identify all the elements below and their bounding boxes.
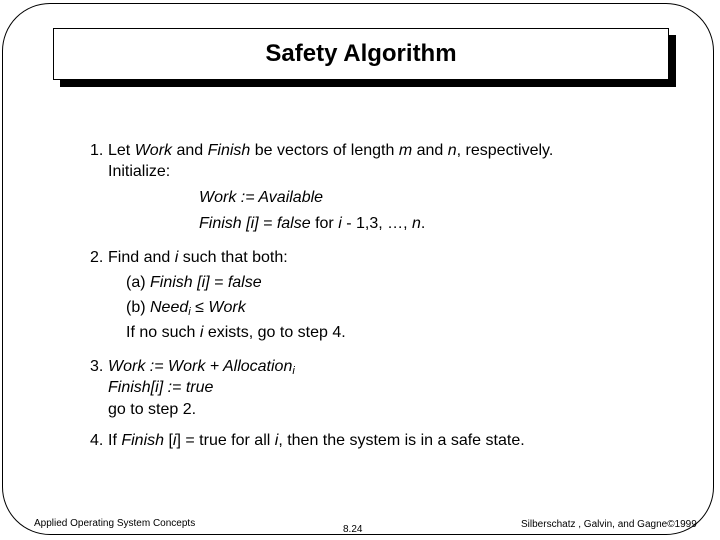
step-1-line-3: Work := Available — [199, 189, 324, 206]
step-1-line-1: Let Work and Finish be vectors of length m and n, respectively. — [108, 142, 554, 159]
step-3-number: 3. — [90, 358, 104, 375]
step-2-line-4: If no such i exists, go to step 4. — [126, 324, 346, 341]
step-3-line-1: Work := Work + Allocation$_i$ — [108, 358, 295, 377]
footer-page-number: 8.24 — [343, 524, 363, 535]
step-2-line-2: (a) Finish [i] = false — [126, 274, 262, 291]
step-1-line-2: Initialize: — [108, 163, 171, 180]
step-2-line-3: (b) Need$_i$ ≤ Work — [126, 299, 246, 318]
footer-authors: Silberschatz , Galvin, and Gagne©1999 — [521, 519, 697, 530]
footer-course-title: Applied Operating System Concepts — [34, 518, 196, 529]
step-3-line-2: Finish[i] := true — [108, 379, 214, 396]
step-1-line-4: Finish [i] = false for i - 1,3, …, n. — [199, 215, 426, 232]
step-3-line-3: go to step 2. — [108, 401, 197, 418]
slide-title: Safety Algorithm — [265, 40, 457, 67]
step-2-number: 2. — [90, 249, 104, 266]
step-4-number: 4. — [90, 432, 104, 449]
step-1-number: 1. — [90, 142, 104, 159]
step-2-line-1: Find and i such that both: — [108, 249, 288, 266]
step-4-line-1: If Finish [i] = true for all i, then the system is in a safe state. — [108, 432, 525, 449]
